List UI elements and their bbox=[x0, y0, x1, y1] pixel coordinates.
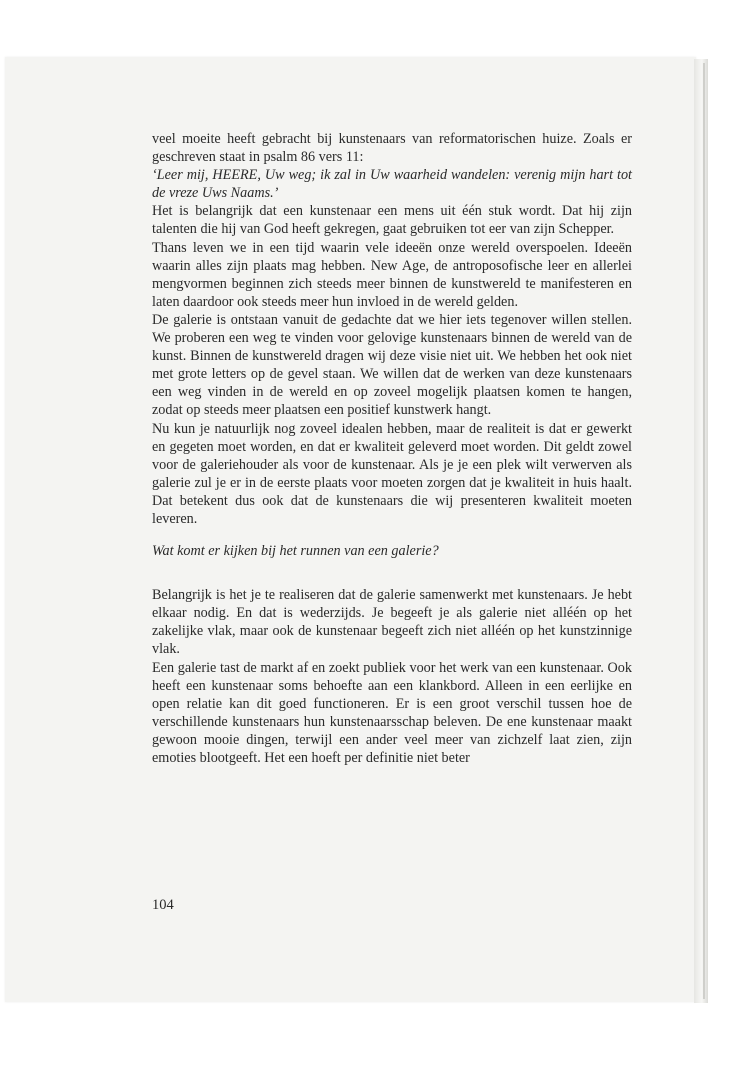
paragraph: Nu kun je natuurlijk nog zoveel idealen hebben, maar de realiteit is dat er gewerkt en gegeten moet worden, en dat er kwaliteit geleverd moet worden. Dit geldt zowel voor de galeriehouder als voor de kunstenaar. Als je je een plek wilt verwerven als galerie zul je er in de eerste plaats voor moeten zorgen dat je kwaliteit in huis haalt. Dat betekent dus ook dat de kunstenaars die wij presenteren kwaliteit moeten leveren. bbox=[152, 420, 632, 527]
paragraph: Het is belangrijk dat een kunstenaar een mens uit één stuk wordt. Dat hij zijn talenten die hij van God heeft gekregen, gaat gebruiken tot eer van zijn Schepper. bbox=[152, 203, 632, 238]
paragraph: veel moeite heeft gebracht bij kunstenaars van reformatorischen huize. Zoals er geschreven staat in psalm 86 vers 11: bbox=[152, 131, 632, 166]
page-edge-line bbox=[703, 63, 705, 999]
body-text bbox=[152, 130, 632, 767]
paragraph: Een galerie tast de markt af en zoekt publiek voor het werk van een kunstenaar. Ook heeft een kunstenaar soms behoefte aan een klankbord. Alleen in een eerlijke en open relatie kan dit goed functioneren. Er is een groot verschil tussen hoe de verschillende kunstenaars hun kunstenaarsschap beleven. De ene kunstenaar maakt gewoon mooie dingen, terwijl een ander veel meer van zichzelf laat zien, zijn emoties blootgeeft. Het een hoeft per definitie niet beter bbox=[152, 659, 632, 766]
page-edge bbox=[694, 59, 708, 1003]
section-heading: Wat komt er kijken bij het runnen van een galerie? bbox=[152, 543, 439, 560]
psalm-quote: ‘Leer mij, HEERE, Uw weg; ik zal in Uw waarheid wandelen: verenig mijn hart tot de vreze Uws Naams.’ bbox=[152, 167, 632, 202]
paragraph: Thans leven we in een tijd waarin vele ideeën onze wereld overspoelen. Ideeën waarin alles zijn plaats mag hebben. New Age, de antroposofische leer en allerlei mengvormen beginnen zich steeds meer binnen de kunstwereld te manifesteren en laten daardoor ook steeds meer hun invloed in de wereld gelden. bbox=[152, 239, 632, 310]
paragraph: Belangrijk is het je te realiseren dat de galerie samenwerkt met kunstenaars. Je hebt elkaar nodig. En dat is wederzijds. Je begeeft je als galerie niet alléén op het zakelijke vlak, maar ook de kunstenaar begeeft zich niet alléén op het kunstzinnige vlak. bbox=[152, 587, 632, 658]
page-number: 104 bbox=[152, 897, 174, 913]
paragraph: De galerie is ontstaan vanuit de gedachte dat we hier iets tegenover willen stellen. We proberen een weg te vinden voor gelovige kunstenaars binnen de wereld van de kunst. Binnen de kunstwereld dragen wij deze visie niet uit. We hebben het ook niet met grote letters op de gevel staan. We willen dat de werken van deze kunstenaars een weg vinden in de wereld en op zoveel mogelijk plaatsen komen te hangen, zodat op steeds meer plaatsen een positief kunstwerk hangt. bbox=[152, 311, 632, 419]
